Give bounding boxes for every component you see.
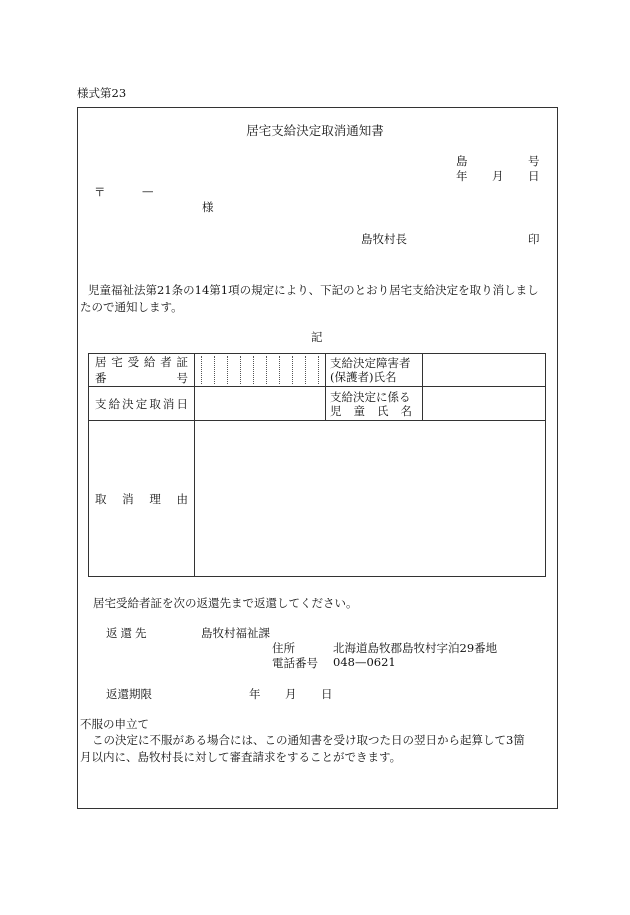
phone-label: 電話番号 [272, 656, 318, 670]
cert-number-label-char: 給 [143, 355, 156, 369]
guardian-name-label-line2: (保護者)氏名 [330, 370, 397, 384]
cert-digit-separator [266, 356, 267, 384]
cert-number-label-bango-a: 番 [95, 371, 107, 385]
date-day: 日 [528, 169, 540, 183]
cert-number-label [89, 354, 195, 387]
doc-number-suffix: 号 [528, 154, 540, 168]
child-name-label-char: 童 [353, 403, 365, 418]
deadline-year: 年 [249, 687, 261, 701]
guardian-name-label [326, 354, 423, 387]
cert-digit-separator [214, 356, 215, 384]
cert-number-label-char: 受 [127, 355, 140, 369]
address-value: 北海道島牧郡島牧村字泊29番地 [333, 641, 498, 655]
return-to-label: 返還先 [106, 626, 150, 640]
cert-number-label-char: 宅 [111, 355, 123, 369]
postal-mark: 〒 [94, 185, 106, 199]
child-name-label-char: 児 [330, 403, 342, 418]
cert-digit-separator [227, 356, 228, 384]
ki-heading: 記 [311, 330, 323, 344]
reason-label-char: 由 [176, 491, 188, 506]
cancel-date-label-char: 決 [122, 396, 134, 411]
return-to-office: 島牧村福祉課 [201, 626, 270, 640]
guardian-name-label-line1: 支給決定障害者 [330, 356, 411, 370]
appeal-text-line2: 月以内に、島牧村長に対して審査請求をすることができます。 [80, 750, 402, 764]
address-label: 住所 [272, 641, 295, 655]
cert-digit-separator [240, 356, 241, 384]
body-text-line1: 児童福祉法第21条の14第1項の規定により、下記のとおり居宅支給決定を取り消しまし [88, 283, 539, 297]
reason-label-char: 理 [149, 491, 161, 506]
body-text-line2: たので通知します。 [80, 300, 183, 314]
reason-label [89, 421, 195, 577]
honorific: 様 [202, 200, 214, 214]
return-deadline-label: 返還期限 [106, 687, 152, 701]
cert-number-label-line1 [95, 354, 188, 370]
cert-digit-separator [253, 356, 254, 384]
cert-digit-separator [201, 356, 202, 384]
cert-digit-separator [318, 356, 319, 384]
cert-number-label-line2 [95, 370, 188, 386]
cancel-date-label-char: 日 [176, 396, 188, 411]
cert-number-label-char: 者 [160, 355, 172, 369]
cert-number-label-bango-b: 号 [176, 371, 188, 385]
cancel-date-label-char: 支 [95, 396, 107, 411]
child-name-label-char: 氏 [377, 403, 389, 418]
seal-mark: 印 [528, 232, 540, 246]
reason-label-char: 取 [95, 491, 107, 506]
cert-number-label-char: 証 [176, 355, 188, 369]
deadline-month: 月 [285, 687, 297, 701]
cert-digit-separator [292, 356, 293, 384]
reason-label-text [95, 491, 188, 507]
appeal-heading: 不服の申立て [80, 717, 149, 731]
child-name-cell[interactable] [423, 387, 546, 421]
date-year: 年 [456, 169, 468, 183]
child-name-label-line1: 支給決定に係る [330, 389, 411, 404]
child-name-label [326, 387, 423, 421]
cancel-date-label [89, 387, 195, 421]
cancel-date-label-text [95, 396, 188, 412]
date-month: 月 [492, 169, 504, 183]
cancel-date-label-char: 定 [135, 396, 148, 411]
form-number: 様式第23 [77, 86, 127, 100]
deadline-day: 日 [321, 687, 333, 701]
decision-table [88, 353, 546, 577]
cancel-date-label-char: 消 [162, 396, 175, 411]
cert-number-digit-boxes [195, 356, 325, 384]
cancel-date-label-char: 給 [108, 396, 121, 411]
phone-value: 048—0621 [333, 655, 396, 669]
cert-digit-separator [305, 356, 306, 384]
cert-number-cell[interactable] [195, 354, 326, 387]
reason-cell[interactable] [195, 421, 546, 577]
postal-dash: — [142, 184, 154, 198]
cancel-date-cell[interactable] [195, 387, 326, 421]
guardian-name-cell[interactable] [423, 354, 546, 387]
child-name-label-line2 [330, 404, 418, 418]
cert-digit-separator [279, 356, 280, 384]
doc-number-prefix: 島 [456, 154, 468, 168]
child-name-label-char: 名 [400, 403, 412, 418]
appeal-text-line1: この決定に不服がある場合には、この通知書を受け取つた日の翌日から起算して3箇 [92, 733, 525, 747]
cancel-date-label-char: 取 [149, 396, 161, 411]
return-notice: 居宅受給者証を次の返還先まで返還してください。 [93, 596, 358, 610]
document-title: 居宅支給決定取消通知書 [246, 123, 384, 138]
cert-number-label-line1-text [95, 354, 188, 370]
cert-number-label-char: 居 [95, 355, 107, 369]
issuer-name: 島牧村長 [361, 232, 407, 246]
reason-label-char: 消 [122, 491, 134, 506]
